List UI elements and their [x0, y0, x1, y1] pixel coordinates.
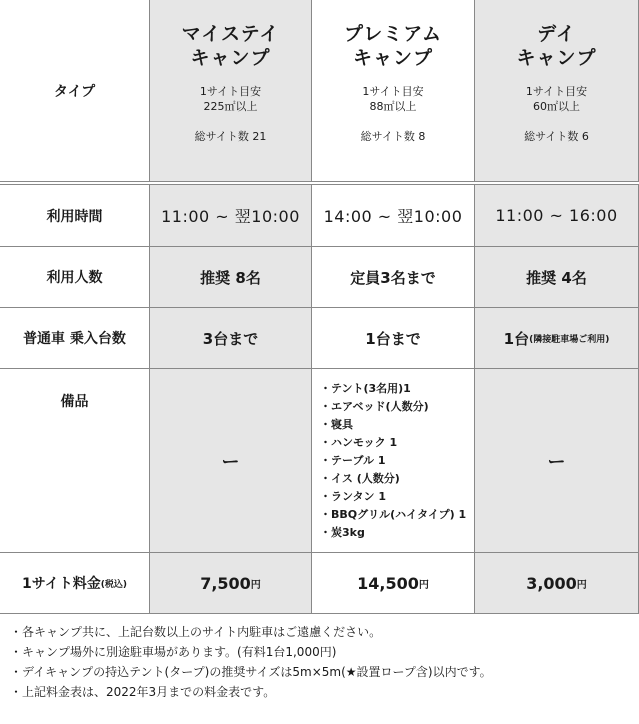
hours-value: 11:00 ~ 翌10:00 [161, 207, 300, 226]
plan-header-day [475, 0, 639, 182]
people-value: 推奨 8名 [200, 268, 261, 287]
hours-value: 11:00 ~ 16:00 [495, 206, 618, 225]
plan-area: 1サイト目安 88㎡以上 [362, 85, 424, 113]
cars-cell [312, 308, 475, 369]
equipment-item: ・テント(3名用)1 [320, 381, 411, 395]
equipment-none: ー [547, 451, 566, 473]
note-item: ・各キャンプ共に、上記台数以上のサイト内駐車はご遠慮ください。 [10, 625, 382, 639]
cars-note: (隣接駐車場ご利用) [529, 334, 610, 345]
equipment-cell [150, 369, 312, 553]
price-unit: 円 [418, 579, 429, 591]
price-tax-label: (税込) [100, 579, 127, 590]
plan-header-premium [312, 0, 475, 182]
equipment-item: ・炭3kg [320, 525, 365, 539]
plan-area: 1サイト目安 225㎡以上 [199, 85, 262, 113]
people-cell [150, 247, 312, 308]
plan-total-sites: 総サイト数 21 [194, 130, 267, 143]
equipment-item: ・ランタン 1 [320, 489, 387, 503]
price-cell [475, 553, 639, 614]
cars-cell [475, 308, 639, 369]
price-unit: 円 [250, 579, 261, 591]
equipment-label: 備品 [60, 394, 89, 410]
equipment-cell [475, 369, 639, 553]
price-value: 7,500 [200, 573, 251, 593]
cars-label: 普通車 乗入台数 [23, 331, 126, 347]
notes-list [10, 622, 492, 702]
equipment-item: ・エアベッド(人数分) [320, 399, 429, 413]
plan-name: プレミアム キャンプ [344, 23, 442, 69]
type-label-cell [0, 0, 150, 182]
equipment-item: ・ハンモック 1 [320, 435, 398, 449]
equipment-item: ・テーブル 1 [320, 453, 386, 467]
hours-value: 14:00 ~ 翌10:00 [323, 207, 463, 226]
price-label-cell [0, 553, 150, 614]
price-value: 14,500 [357, 573, 419, 593]
plan-area: 1サイト目安 60㎡以上 [525, 85, 588, 113]
equipment-item: ・BBQグリル(ハイタイプ) 1 [320, 507, 467, 521]
note-item: ・デイキャンプの持込テント(タープ)の推奨サイズは5m×5m(★設置ロープ含)以内です。 [10, 665, 492, 679]
plan-total-sites: 総サイト数 6 [524, 130, 589, 143]
cars-value: 1台 [503, 329, 530, 348]
people-cell [312, 247, 475, 308]
hours-label-cell [0, 185, 150, 247]
equipment-list [320, 380, 466, 542]
plan-name: デイ キャンプ [516, 23, 597, 69]
plan-name: マイステイ キャンプ [181, 23, 280, 69]
note-item: ・キャンプ場外に別途駐車場があります。(有料1台1,000円) [10, 645, 337, 659]
people-label: 利用人数 [46, 270, 103, 286]
equipment-none: ー [221, 451, 240, 473]
people-value: 推奨 4名 [526, 268, 587, 287]
plan-total-sites: 総サイト数 8 [360, 130, 426, 143]
equipment-item: ・イス (人数分) [320, 471, 400, 485]
people-value: 定員3名まで [350, 268, 436, 287]
equipment-item: ・寝具 [320, 417, 353, 431]
cars-label-cell [0, 308, 150, 369]
people-label-cell [0, 247, 150, 308]
hours-cell [150, 185, 312, 247]
people-cell [475, 247, 639, 308]
note-item: ・上記料金表は、2022年3月までの料金表です。 [10, 685, 276, 699]
hours-cell [475, 185, 639, 247]
price-cell [150, 553, 312, 614]
hours-cell [312, 185, 475, 247]
equipment-cell [312, 369, 475, 553]
type-label: タイプ [53, 83, 96, 100]
hours-label: 利用時間 [46, 208, 103, 225]
plan-header-mystay [150, 0, 312, 182]
price-label: 1サイト料金 [22, 576, 101, 592]
price-unit: 円 [576, 579, 587, 591]
cars-value: 1台まで [365, 329, 421, 348]
price-value: 3,000 [526, 573, 577, 593]
price-cell [312, 553, 475, 614]
equipment-label-cell [0, 369, 150, 553]
cars-value: 3台まで [202, 329, 259, 348]
cars-cell [150, 308, 312, 369]
